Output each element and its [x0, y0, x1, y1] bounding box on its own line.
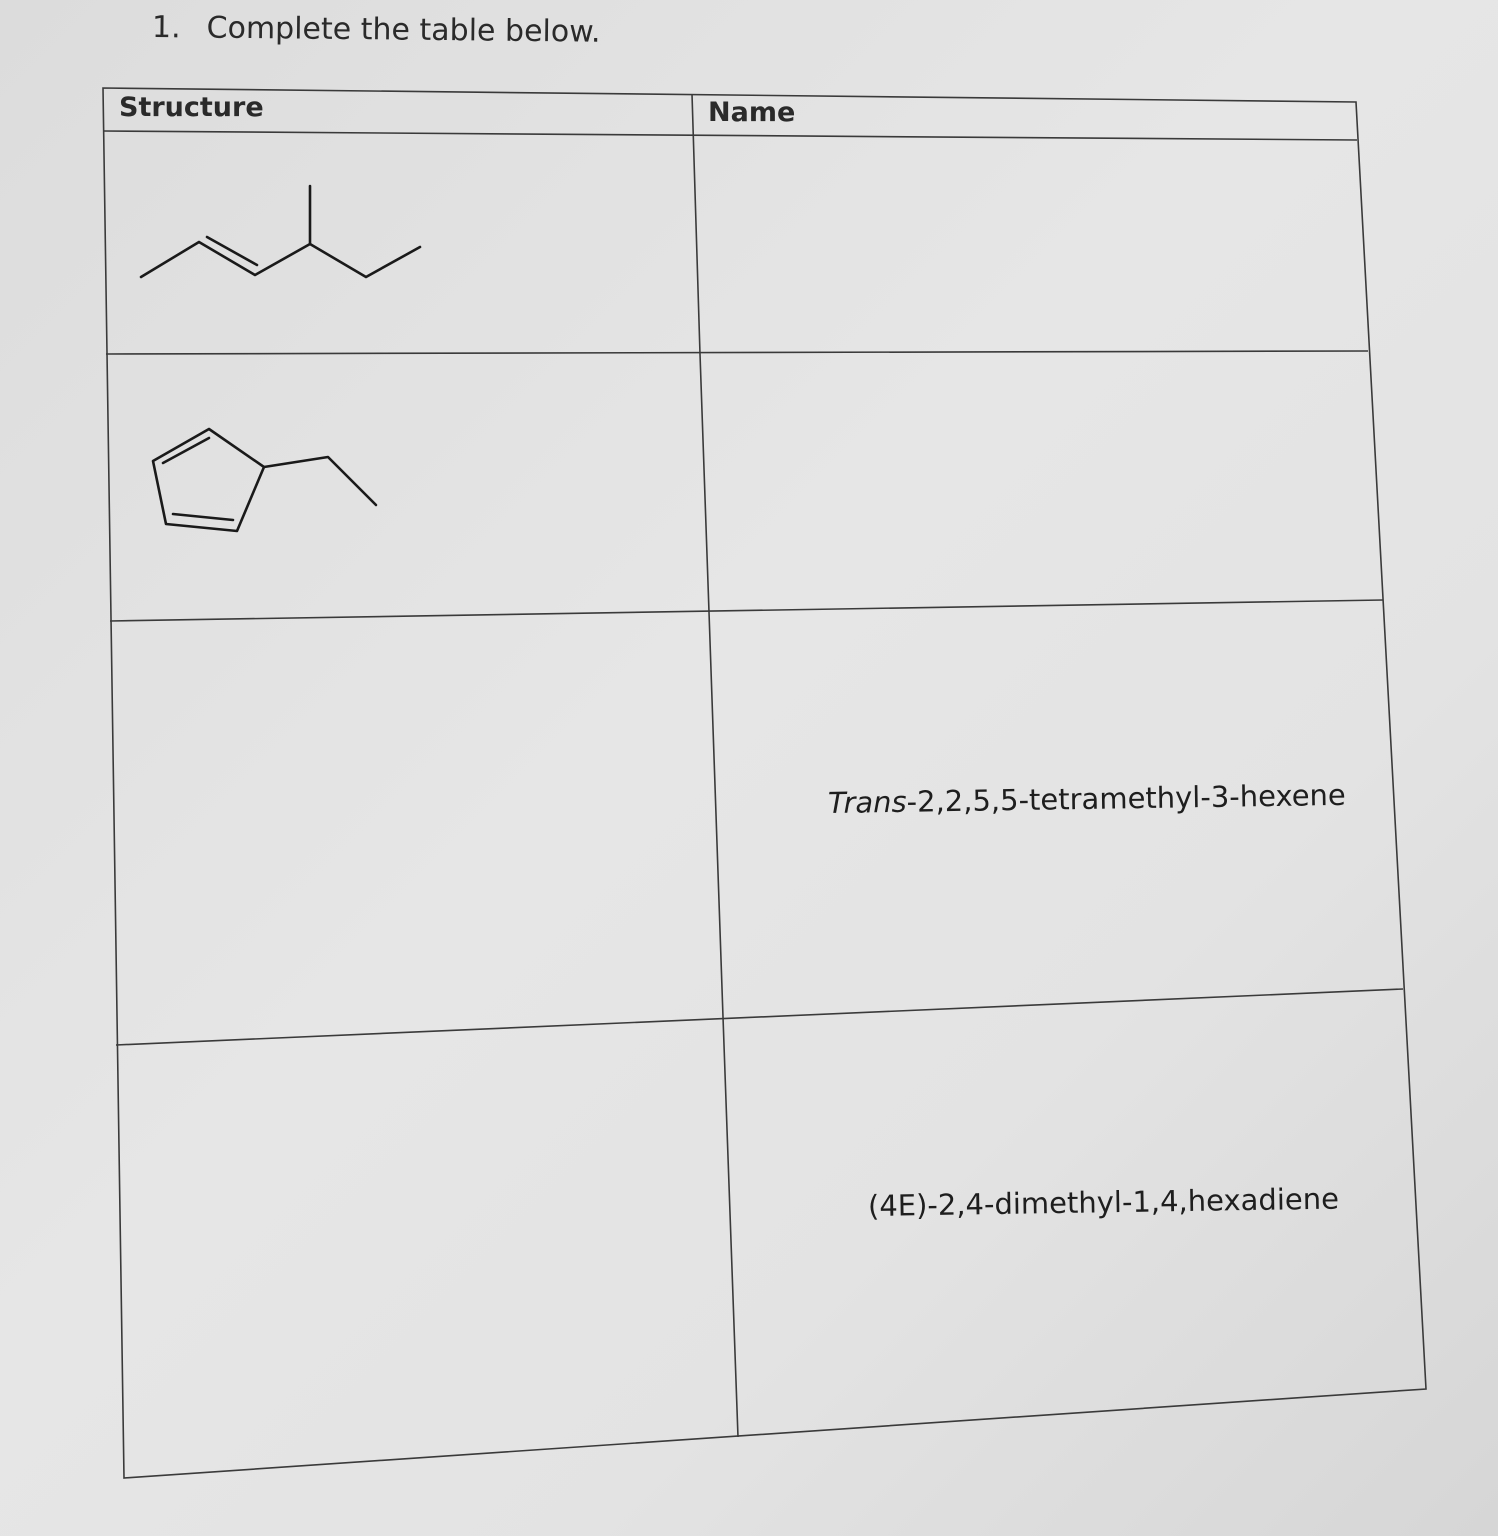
row-divider-3: [116, 989, 1403, 1045]
question-number: 1.: [151, 10, 181, 46]
header-divider: [104, 131, 1357, 140]
row-4-name: (4E)-2,4-dimethyl-1,4,hexadiene: [867, 1181, 1340, 1223]
row-3-name-rest: -2,2,5,5-tetramethyl-3-hexene: [906, 777, 1347, 819]
structure-1-skeletal: [141, 186, 420, 277]
structure-column-header: Structure: [119, 92, 264, 123]
row-divider-2: [110, 600, 1383, 621]
name-column-header: Name: [708, 97, 796, 128]
question-text: Complete the table below.: [206, 10, 601, 50]
row-3-name-prefix: Trans: [827, 784, 907, 820]
column-divider: [692, 94, 738, 1437]
row-divider-1: [106, 351, 1368, 354]
structure-2-skeletal: [153, 429, 376, 531]
